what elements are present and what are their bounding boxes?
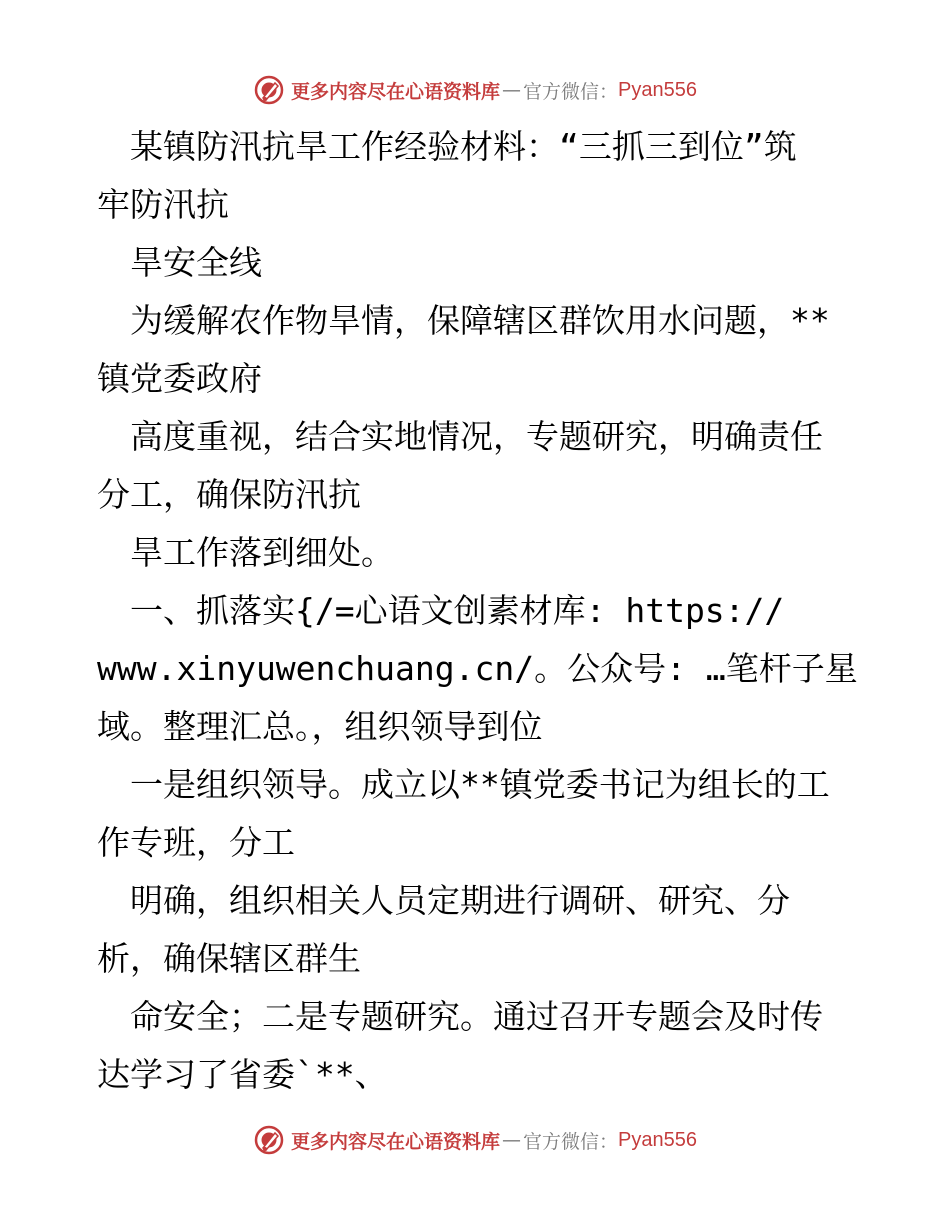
text-line: 一、抓落实{/=心语文创素材库: https:// bbox=[97, 591, 785, 630]
text-line: 镇党委政府 bbox=[97, 359, 262, 398]
text-line: 高度重视，结合实地情况，专题研究，明确责任 bbox=[97, 417, 823, 456]
text-line: 为缓解农作物旱情，保障辖区群饮用水问题，** bbox=[97, 301, 830, 340]
banner-wechat-id: Pyan556 bbox=[618, 1128, 697, 1151]
document-body bbox=[97, 118, 857, 1104]
text-line: 旱安全线 bbox=[97, 243, 262, 282]
banner-wechat-label: 官方微信： bbox=[523, 1130, 619, 1153]
text-line: 明确，组织相关人员定期进行调研、研究、分 bbox=[97, 881, 790, 920]
text-line: 域。整理汇总。，组织领导到位 bbox=[97, 707, 543, 746]
text-line: 旱工作落到细处。 bbox=[97, 533, 394, 572]
text-line: 一是组织领导。成立以**镇党委书记为组长的工 bbox=[97, 765, 830, 804]
text-line: 命安全；二是专题研究。通过召开专题会及时传 bbox=[97, 997, 823, 1036]
text-line: 牢防汛抗 bbox=[97, 185, 229, 224]
logo-icon bbox=[253, 1124, 285, 1156]
text-line: 达学习了省委`**、 bbox=[97, 1055, 388, 1094]
logo-icon bbox=[253, 74, 285, 106]
banner-wechat-id: Pyan556 bbox=[618, 78, 697, 101]
banner-separator: — bbox=[502, 1129, 522, 1151]
text-line: 某镇防汛抗旱工作经验材料：“三抓三到位”筑 bbox=[97, 127, 797, 166]
text-line: 析，确保辖区群生 bbox=[97, 939, 361, 978]
banner-title: 更多内容尽在心语资料库 bbox=[291, 80, 501, 103]
text-line: 分工，确保防汛抗 bbox=[97, 475, 361, 514]
banner-separator: — bbox=[502, 79, 522, 101]
banner-title: 更多内容尽在心语资料库 bbox=[291, 1130, 501, 1153]
footer-banner bbox=[0, 1122, 950, 1158]
text-line: www.xinyuwenchuang.cn/。公众号: …笔杆子星 bbox=[97, 649, 858, 688]
banner-wechat-label: 官方微信： bbox=[523, 80, 619, 103]
header-banner bbox=[0, 72, 950, 108]
text-line: 作专班，分工 bbox=[97, 823, 295, 862]
